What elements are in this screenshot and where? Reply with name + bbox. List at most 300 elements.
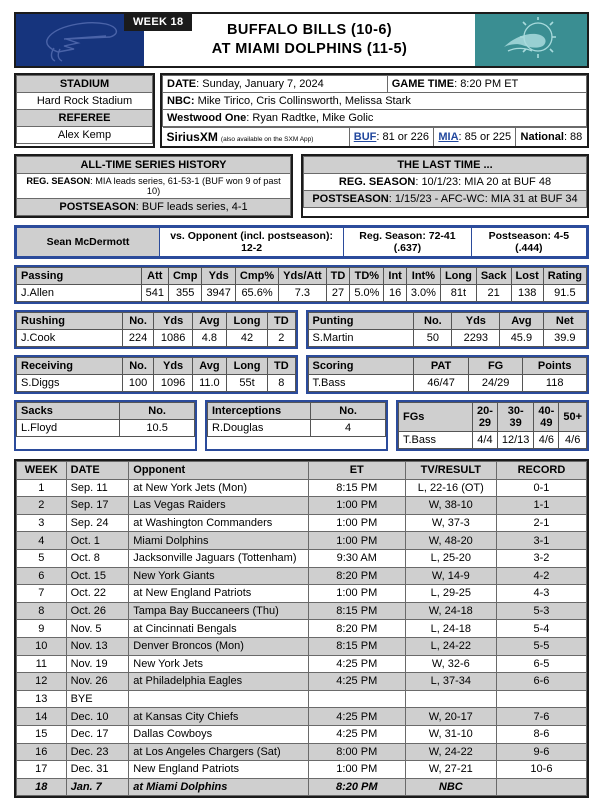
coach-reg-season-value: : 72-41 (.637) <box>393 230 456 254</box>
schedule-cell-record <box>496 690 586 708</box>
sirius-brand-cell <box>163 128 350 147</box>
receiving-value-1: 100 <box>122 375 153 392</box>
table-row <box>17 532 587 550</box>
schedule-header-date: DATE <box>66 462 129 480</box>
schedule-cell-opponent: New England Patriots <box>129 761 309 779</box>
sirius-buf-cell[interactable] <box>349 128 434 147</box>
sirius-mia-value: : 85 or 225 <box>458 131 512 143</box>
rushing-header-row <box>17 313 296 330</box>
passing-header-0: Passing <box>17 268 142 285</box>
scoring-value-1: 46/47 <box>414 375 469 392</box>
schedule-cell-record: 4-2 <box>496 567 586 585</box>
schedule-cell-week: 9 <box>17 620 67 638</box>
title-line-home: AT MIAMI DOLPHINS (11-5) <box>211 41 408 57</box>
sacks-value-0: L.Floyd <box>17 420 120 437</box>
schedule-cell-opponent: New York Giants <box>129 567 309 585</box>
passing-value-8: 16 <box>384 285 406 302</box>
sacks-data-row <box>17 420 195 437</box>
schedule-cell-date: Sep. 24 <box>66 514 129 532</box>
schedule-cell-week: 7 <box>17 585 67 603</box>
interceptions-header-0: Interceptions <box>208 403 311 420</box>
schedule-cell-date: BYE <box>66 690 129 708</box>
passing-value-13: 91.5 <box>543 285 586 302</box>
table-row <box>17 673 587 691</box>
punting-value-2: 2293 <box>452 330 500 347</box>
schedule-cell-date: Oct. 26 <box>66 602 129 620</box>
schedule-cell-et: 4:25 PM <box>308 673 405 691</box>
interceptions-table <box>207 402 386 437</box>
lasttime-reg-label: REG. SEASON <box>338 176 416 188</box>
sirius-mia-link[interactable]: MIA <box>438 131 459 143</box>
week-badge <box>124 13 192 31</box>
schedule-cell-date: Oct. 1 <box>66 532 129 550</box>
table-row <box>17 602 587 620</box>
punting-value-0: S.Martin <box>308 330 414 347</box>
season-schedule-block <box>14 459 589 798</box>
schedule-cell-week: 14 <box>17 708 67 726</box>
schedule-cell-date: Dec. 31 <box>66 761 129 779</box>
coach-postseason-label: Postseason <box>488 230 548 242</box>
fgs-header-row <box>399 403 587 432</box>
referee-label: REFEREE <box>17 110 153 127</box>
passing-header-5: Yds/Att <box>279 268 327 285</box>
sirius-national-label: National <box>520 131 564 143</box>
sirius-mia-cell[interactable] <box>434 128 516 147</box>
passing-value-4: 65.6% <box>235 285 278 302</box>
game-sheet-page <box>0 12 603 793</box>
series-reg-label: REG. SEASON <box>26 176 91 186</box>
broadcast-block <box>160 73 589 148</box>
gametime-cell: GAME TIME: 8:20 PM ET <box>387 76 586 93</box>
schedule-cell-record <box>496 778 586 796</box>
schedule-cell-et: 8:20 PM <box>308 567 405 585</box>
schedule-cell-date: Nov. 5 <box>66 620 129 638</box>
passing-header-4: Cmp% <box>235 268 278 285</box>
schedule-cell-opponent: at Miami Dolphins <box>129 778 309 796</box>
schedule-cell-week: 2 <box>17 497 67 515</box>
schedule-cell-opponent: at Los Angeles Chargers (Sat) <box>129 743 309 761</box>
schedule-cell-record: 1-1 <box>496 497 586 515</box>
table-row <box>17 743 587 761</box>
rushing-header-5: TD <box>268 313 295 330</box>
schedule-cell-date: Oct. 8 <box>66 549 129 567</box>
table-row <box>17 778 587 796</box>
rushing-value-2: 1086 <box>154 330 193 347</box>
passing-data-row <box>17 285 587 302</box>
series-history-title: ALL-TIME SERIES HISTORY <box>17 157 291 174</box>
rushing-table <box>16 312 296 347</box>
interceptions-header-1: No. <box>311 403 386 420</box>
schedule-cell-week: 8 <box>17 602 67 620</box>
schedule-cell-opponent: at Kansas City Chiefs <box>129 708 309 726</box>
schedule-cell-opponent: Dallas Cowboys <box>129 725 309 743</box>
schedule-cell-et: 8:15 PM <box>308 602 405 620</box>
schedule-cell-date: Nov. 19 <box>66 655 129 673</box>
schedule-cell-opponent: Las Vegas Raiders <box>129 497 309 515</box>
passing-header-9: Int% <box>406 268 440 285</box>
schedule-cell-et <box>308 690 405 708</box>
receiving-stats-block <box>14 355 298 394</box>
lasttime-post-label: POSTSEASON <box>312 193 389 205</box>
passing-value-6: 27 <box>326 285 350 302</box>
fgs-value-2: 12/13 <box>497 432 534 449</box>
dolphins-logo <box>475 14 587 66</box>
rushing-value-3: 4.8 <box>192 330 226 347</box>
schedule-cell-opponent: Jacksonville Jaguars (Tottenham) <box>129 549 309 567</box>
date-label: DATE <box>167 78 197 90</box>
sirius-buf-value: : 81 or 226 <box>376 131 429 143</box>
scoring-header-1: PAT <box>414 358 469 375</box>
schedule-cell-week: 16 <box>17 743 67 761</box>
schedule-cell-record: 10-6 <box>496 761 586 779</box>
passing-stats-block <box>14 265 589 304</box>
schedule-cell-record: 9-6 <box>496 743 586 761</box>
passing-value-3: 3947 <box>202 285 235 302</box>
punting-data-row <box>308 330 587 347</box>
sacks-table <box>16 402 195 437</box>
scoring-value-3: 118 <box>523 375 587 392</box>
coach-vs-opponent <box>160 228 344 257</box>
lasttime-post-value: : 1/15/23 - AFC-WC: MIA 31 at BUF 34 <box>388 193 578 205</box>
rushing-value-0: J.Cook <box>17 330 123 347</box>
receiving-value-5: 8 <box>268 375 295 392</box>
scoring-header-2: FG <box>468 358 523 375</box>
schedule-cell-tvresult: W, 38-10 <box>405 497 496 515</box>
receiving-value-4: 55t <box>226 375 267 392</box>
sacks-header-0: Sacks <box>17 403 120 420</box>
schedule-cell-week: 6 <box>17 567 67 585</box>
passing-value-10: 81t <box>440 285 476 302</box>
receiving-data-row <box>17 375 296 392</box>
receiving-value-3: 11.0 <box>192 375 226 392</box>
sirius-national-value: : 88 <box>563 131 583 143</box>
schedule-cell-et: 1:00 PM <box>308 497 405 515</box>
interceptions-block <box>205 400 388 451</box>
schedule-cell-et: 8:20 PM <box>308 778 405 796</box>
schedule-cell-week: 15 <box>17 725 67 743</box>
scoring-header-row <box>308 358 587 375</box>
schedule-cell-record: 2-1 <box>496 514 586 532</box>
schedule-cell-date: Sep. 17 <box>66 497 129 515</box>
scoring-stats-block <box>306 355 590 394</box>
schedule-cell-tvresult: W, 48-20 <box>405 532 496 550</box>
schedule-cell-date: Sep. 11 <box>66 479 129 497</box>
schedule-cell-record: 4-3 <box>496 585 586 603</box>
matchup-title <box>144 14 475 66</box>
fgs-header-2: 30-39 <box>497 403 534 432</box>
tv-value: Mike Tirico, Cris Collinsworth, Melissa Stark <box>197 95 411 107</box>
series-row <box>14 154 589 218</box>
coach-reg-season-label: Reg. Season <box>359 230 423 242</box>
punting-header-1: No. <box>414 313 452 330</box>
schedule-header-row <box>17 462 587 480</box>
rushing-value-4: 42 <box>226 330 267 347</box>
punting-stats-block <box>306 310 590 349</box>
passing-value-9: 3.0% <box>406 285 440 302</box>
schedule-cell-opponent <box>129 690 309 708</box>
receiving-table <box>16 357 296 392</box>
table-row <box>17 479 587 497</box>
fgs-value-1: 4/4 <box>472 432 497 449</box>
passing-header-13: Rating <box>543 268 586 285</box>
schedule-header-opponent: Opponent <box>129 462 309 480</box>
schedule-cell-opponent: at New York Jets (Mon) <box>129 479 309 497</box>
schedule-cell-date: Dec. 10 <box>66 708 129 726</box>
schedule-header-et: ET <box>308 462 405 480</box>
schedule-cell-week: 10 <box>17 637 67 655</box>
schedule-cell-et: 1:00 PM <box>308 532 405 550</box>
receiving-header-row <box>17 358 296 375</box>
sirius-national-cell <box>516 128 587 147</box>
fgs-header-1: 20-29 <box>472 403 497 432</box>
passing-header-6: TD <box>326 268 350 285</box>
scoring-header-0: Scoring <box>308 358 414 375</box>
sacks-value-1: 10.5 <box>120 420 195 437</box>
passing-value-1: 541 <box>141 285 168 302</box>
punting-header-4: Net <box>543 313 586 330</box>
coach-name: Sean McDermott <box>17 228 160 257</box>
series-post-label: POSTSEASON <box>59 201 136 213</box>
scoring-value-2: 24/29 <box>468 375 523 392</box>
schedule-cell-et: 4:25 PM <box>308 708 405 726</box>
schedule-cell-record: 0-1 <box>496 479 586 497</box>
fgs-value-0: T.Bass <box>399 432 473 449</box>
field-goals-block <box>396 400 589 451</box>
rushing-value-1: 224 <box>122 330 154 347</box>
series-post-value: : BUF leads series, 4-1 <box>135 201 248 213</box>
schedule-cell-tvresult: W, 31-10 <box>405 725 496 743</box>
schedule-cell-et: 4:25 PM <box>308 725 405 743</box>
schedule-cell-opponent: at Washington Commanders <box>129 514 309 532</box>
gametime-label: GAME TIME <box>391 78 455 90</box>
stadium-referee-block <box>14 73 155 148</box>
passing-header-row <box>17 268 587 285</box>
schedule-cell-tvresult: L, 29-25 <box>405 585 496 603</box>
table-row <box>17 690 587 708</box>
receiving-header-0: Receiving <box>17 358 123 375</box>
schedule-cell-tvresult: L, 25-20 <box>405 549 496 567</box>
fgs-header-0: FGs <box>399 403 473 432</box>
date-value: Sunday, January 7, 2024 <box>202 78 324 90</box>
receiving-header-5: TD <box>268 358 295 375</box>
table-row <box>17 637 587 655</box>
lasttime-reg-value: : 10/1/23: MIA 20 at BUF 48 <box>415 176 552 188</box>
fgs-header-4: 50+ <box>559 403 587 432</box>
table-row <box>17 725 587 743</box>
schedule-cell-date: Nov. 13 <box>66 637 129 655</box>
coach-vs-opponent-value: : 12-2 <box>241 230 333 254</box>
schedule-cell-record: 6-5 <box>496 655 586 673</box>
passing-header-3: Yds <box>202 268 235 285</box>
schedule-cell-tvresult: W, 37-3 <box>405 514 496 532</box>
schedule-cell-tvresult: NBC <box>405 778 496 796</box>
schedule-cell-tvresult: W, 24-18 <box>405 602 496 620</box>
field-goals-table <box>398 402 587 449</box>
schedule-cell-et: 8:20 PM <box>308 620 405 638</box>
schedule-cell-tvresult: W, 24-22 <box>405 743 496 761</box>
schedule-cell-opponent: New York Jets <box>129 655 309 673</box>
schedule-cell-record: 8-6 <box>496 725 586 743</box>
sacks-header-1: No. <box>120 403 195 420</box>
date-cell: DATE: Sunday, January 7, 2024 <box>163 76 388 93</box>
schedule-cell-date: Oct. 22 <box>66 585 129 603</box>
series-reg-value: : MIA leads series, 61-53-1 (BUF won 9 of past 10) <box>90 176 281 196</box>
schedule-body <box>17 479 587 796</box>
sacks-int-fg-row <box>14 400 589 451</box>
punting-table <box>308 312 588 347</box>
schedule-cell-et: 9:30 AM <box>308 549 405 567</box>
schedule-cell-record: 7-6 <box>496 708 586 726</box>
passing-value-5: 7.3 <box>279 285 327 302</box>
schedule-cell-et: 1:00 PM <box>308 514 405 532</box>
title-line-away: BUFFALO BILLS (10-6) <box>226 22 393 39</box>
rushing-header-3: Avg <box>192 313 226 330</box>
gametime-value: 8:20 PM ET <box>460 78 519 90</box>
passing-value-0: J.Allen <box>17 285 142 302</box>
interceptions-header-row <box>208 403 386 420</box>
scoring-table <box>308 357 588 392</box>
receiving-header-4: Long <box>226 358 267 375</box>
punting-value-1: 50 <box>414 330 452 347</box>
schedule-cell-record: 3-1 <box>496 532 586 550</box>
schedule-cell-date: Dec. 23 <box>66 743 129 761</box>
receiving-scoring-row <box>14 355 589 394</box>
table-row <box>17 585 587 603</box>
referee-value: Alex Kemp <box>17 127 153 144</box>
schedule-cell-opponent: Tampa Bay Buccaneers (Thu) <box>129 602 309 620</box>
table-row <box>17 549 587 567</box>
passing-header-8: Int <box>384 268 406 285</box>
radio-value: Ryan Radtke, Mike Golic <box>252 112 374 124</box>
passing-table <box>16 267 587 302</box>
interceptions-value-1: 4 <box>311 420 386 437</box>
schedule-cell-week: 11 <box>17 655 67 673</box>
schedule-cell-tvresult <box>405 690 496 708</box>
schedule-cell-et: 8:15 PM <box>308 479 405 497</box>
matchup-header <box>14 12 589 68</box>
radio-cell: Westwood One: Ryan Radtke, Mike Golic <box>163 110 587 127</box>
schedule-cell-opponent: at Cincinnati Bengals <box>129 620 309 638</box>
passing-value-7: 5.0% <box>350 285 384 302</box>
sirius-note: (also available on the SXM App) <box>220 136 314 143</box>
punting-header-2: Yds <box>452 313 500 330</box>
sacks-header-row <box>17 403 195 420</box>
tv-label: NBC: <box>167 95 195 107</box>
coach-postseason <box>471 228 586 257</box>
schedule-cell-record: 5-4 <box>496 620 586 638</box>
schedule-cell-week: 4 <box>17 532 67 550</box>
schedule-cell-record: 5-5 <box>496 637 586 655</box>
coach-record-strip <box>14 225 589 259</box>
schedule-cell-opponent: at Philadelphia Eagles <box>129 673 309 691</box>
table-row <box>17 761 587 779</box>
schedule-cell-tvresult: W, 20-17 <box>405 708 496 726</box>
week-badge-label: WEEK 18 <box>133 16 184 28</box>
schedule-cell-week: 5 <box>17 549 67 567</box>
passing-value-2: 355 <box>168 285 201 302</box>
schedule-cell-date: Nov. 26 <box>66 673 129 691</box>
receiving-value-2: 1096 <box>154 375 193 392</box>
stadium-value: Hard Rock Stadium <box>17 93 153 110</box>
coach-reg-season <box>344 228 472 257</box>
fgs-data-row <box>399 432 587 449</box>
passing-header-1: Att <box>141 268 168 285</box>
passing-value-11: 21 <box>476 285 511 302</box>
schedule-header-tvresult: TV/RESULT <box>405 462 496 480</box>
rushing-header-2: Yds <box>154 313 193 330</box>
coach-postseason-value: : 4-5 (.444) <box>515 230 570 254</box>
passing-value-12: 138 <box>511 285 543 302</box>
schedule-cell-record: 6-6 <box>496 673 586 691</box>
table-row <box>17 514 587 532</box>
sirius-buf-link[interactable]: BUF <box>353 131 377 143</box>
sacks-block <box>14 400 197 451</box>
scoring-data-row <box>308 375 587 392</box>
punting-header-row <box>308 313 587 330</box>
passing-header-11: Sack <box>476 268 511 285</box>
lasttime-post-row <box>304 191 587 208</box>
all-time-series-block <box>14 154 293 218</box>
rushing-punting-row <box>14 310 589 349</box>
scoring-header-3: Points <box>523 358 587 375</box>
receiving-value-0: S.Diggs <box>17 375 123 392</box>
punting-value-3: 45.9 <box>500 330 543 347</box>
lasttime-title: THE LAST TIME ... <box>304 157 587 174</box>
rushing-value-5: 2 <box>268 330 295 347</box>
series-post-row <box>17 199 291 216</box>
schedule-cell-tvresult: W, 14-9 <box>405 567 496 585</box>
schedule-cell-record: 5-3 <box>496 602 586 620</box>
punting-header-3: Avg <box>500 313 543 330</box>
schedule-cell-et: 4:25 PM <box>308 655 405 673</box>
receiving-header-2: Yds <box>154 358 193 375</box>
schedule-cell-week: 13 <box>17 690 67 708</box>
schedule-cell-tvresult: L, 37-34 <box>405 673 496 691</box>
schedule-cell-week: 1 <box>17 479 67 497</box>
schedule-cell-date: Jan. 7 <box>66 778 129 796</box>
schedule-cell-opponent: at New England Patriots <box>129 585 309 603</box>
punting-value-4: 39.9 <box>543 330 586 347</box>
fgs-header-3: 40-49 <box>534 403 559 432</box>
schedule-cell-et: 8:00 PM <box>308 743 405 761</box>
passing-header-2: Cmp <box>168 268 201 285</box>
rushing-stats-block <box>14 310 298 349</box>
schedule-header-week: WEEK <box>17 462 67 480</box>
schedule-cell-date: Dec. 17 <box>66 725 129 743</box>
sirius-label: SiriusXM <box>166 130 218 144</box>
schedule-table <box>16 461 587 796</box>
schedule-cell-tvresult: L, 24-18 <box>405 620 496 638</box>
rushing-header-4: Long <box>226 313 267 330</box>
schedule-cell-tvresult: L, 22-16 (OT) <box>405 479 496 497</box>
receiving-header-1: No. <box>122 358 153 375</box>
game-info-row <box>14 73 589 148</box>
schedule-cell-tvresult: W, 27-21 <box>405 761 496 779</box>
table-row <box>17 497 587 515</box>
schedule-cell-week: 18 <box>17 778 67 796</box>
last-time-block <box>301 154 589 218</box>
interceptions-value-0: R.Douglas <box>208 420 311 437</box>
schedule-cell-week: 3 <box>17 514 67 532</box>
stadium-label: STADIUM <box>17 76 153 93</box>
schedule-cell-tvresult: W, 32-6 <box>405 655 496 673</box>
table-row <box>17 620 587 638</box>
punting-header-0: Punting <box>308 313 414 330</box>
fgs-value-3: 4/6 <box>534 432 559 449</box>
schedule-cell-et: 8:15 PM <box>308 637 405 655</box>
rushing-header-0: Rushing <box>17 313 123 330</box>
receiving-header-3: Avg <box>192 358 226 375</box>
